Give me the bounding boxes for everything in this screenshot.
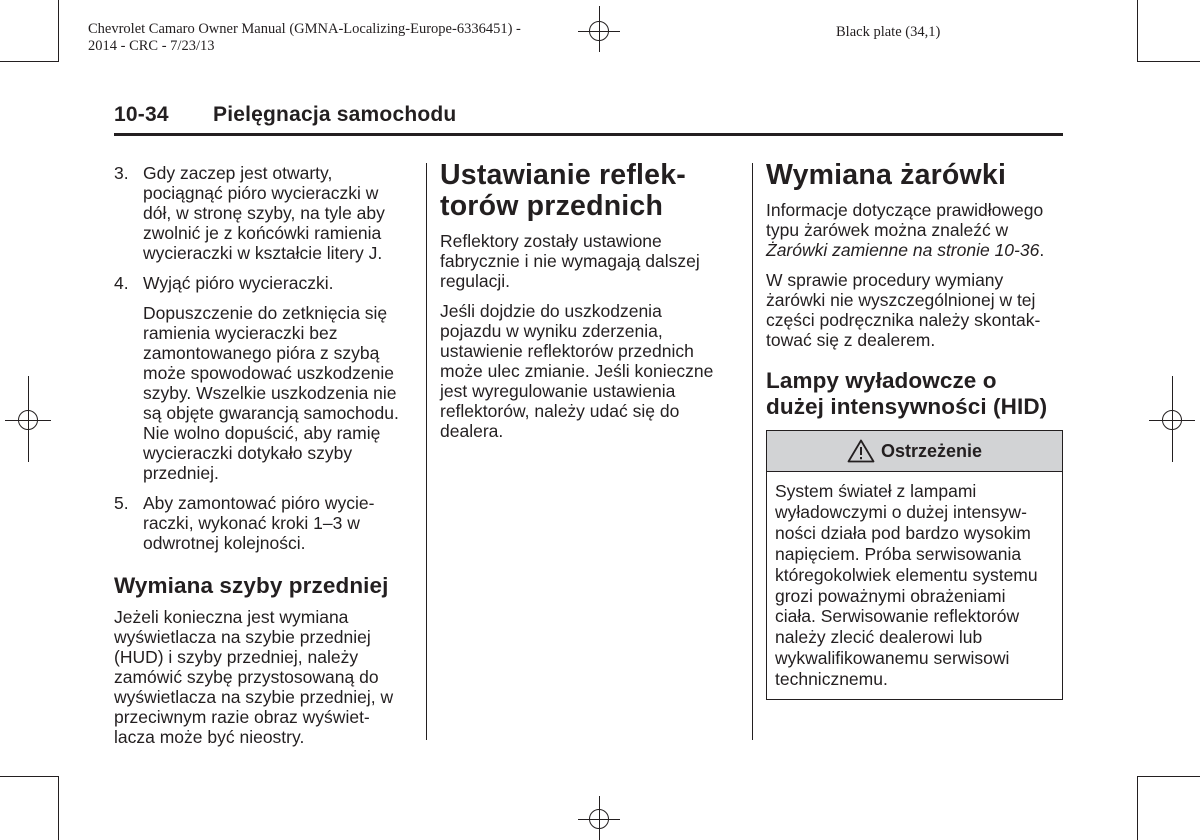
crop-mark-top-left: [58, 0, 59, 62]
text-line: pojazdu w wyniku zderzenia,: [440, 321, 663, 341]
crop-mark-bottom-right: [1137, 776, 1138, 840]
crop-mark-bottom-left-h: [0, 776, 58, 777]
warning-triangle-icon: [847, 439, 875, 463]
notice-paragraph: [114, 303, 414, 483]
warning-body: [767, 472, 1062, 699]
text-line: jest wyregulowanie ustawienia: [440, 381, 676, 401]
step-4: [114, 273, 414, 293]
step-text: [143, 493, 414, 553]
paragraph-dealer: [766, 270, 1063, 350]
text-line: wyświetlacza na szybie przedniej: [114, 627, 371, 647]
text-line: Jeżeli konieczna jest wymiana: [114, 607, 349, 627]
text-line: reflektorów, należy udać się do: [440, 401, 680, 421]
step-number: 3.: [114, 163, 129, 183]
print-slug-left: [88, 21, 521, 55]
text-line: regulacji.: [440, 271, 511, 291]
print-slug-right: Black plate (34,1): [836, 24, 941, 40]
warning-header: [767, 431, 1062, 472]
text-line: odwrotnej kolejności.: [143, 533, 306, 553]
text-line: typu żarówek można znaleźć w: [766, 220, 1009, 240]
section-title: Pielęgnacja samochodu: [213, 103, 457, 126]
column-1: [114, 163, 414, 747]
paragraph-collision: [440, 301, 740, 441]
step-number: 4.: [114, 273, 129, 293]
text-line: może ulec zmianie. Jeśli konieczne: [440, 361, 714, 381]
text-line: ności działa pod bardzo wysokim: [775, 522, 1031, 543]
text-line: System świateł z lampami: [775, 481, 977, 501]
text-line: może spowodować uszkodzenie: [143, 363, 394, 383]
text-line: ustawienie reflektorów przednich: [440, 341, 694, 361]
text-line: zwolnić je z końcówki ramienia: [143, 223, 382, 243]
warning-title: Ostrzeżenie: [880, 441, 983, 461]
text-line: wycieraczki w kształcie litery J.: [143, 243, 383, 263]
text-line: przedniej.: [143, 463, 219, 483]
text-line-end: .: [1039, 240, 1045, 260]
crop-mark-bottom-right-h: [1138, 776, 1200, 777]
text-line: zamontowanego pióra z szybą: [143, 343, 380, 363]
text-line: grozi poważnymi obrażeniami: [775, 585, 1006, 606]
text-line: ramienia wycieraczki bez: [143, 323, 338, 343]
column-2: [440, 160, 740, 441]
text-line: któregokolwiek elementu systemu: [775, 564, 1038, 585]
text-line: pociągnąć pióro wycieraczki w: [143, 183, 379, 203]
page-number: 10-34: [114, 103, 169, 126]
crop-mark-top-left-h: [0, 61, 58, 62]
text-line: szyby. Wszelkie uszkodzenia nie: [143, 383, 397, 403]
text-line: są objęte gwarancją samochodu.: [143, 403, 399, 423]
heading-line: torów przednich: [440, 190, 664, 222]
step-3: [114, 163, 414, 263]
print-slug-line-2: 2014 - CRC - 7/23/13: [88, 38, 215, 54]
text-line: dół, w stronę szyby, na tyle aby: [143, 203, 385, 223]
column-divider-2: [752, 163, 753, 740]
text-line: części podręcznika należy skontak-: [766, 310, 1041, 330]
text-line: Nie wolno dopuścić, aby ramię: [143, 423, 381, 443]
heading-line: Lampy wyładowcze o: [766, 368, 997, 393]
text-line: fabrycznie i nie wymagają dalszej: [440, 251, 700, 271]
paragraph-bulb-info: [766, 200, 1063, 260]
text-line: lacza może być nieostry.: [114, 727, 305, 747]
text-line: należy zlecić dealerowi lub: [775, 627, 983, 648]
text-line: dealera.: [440, 421, 504, 441]
text-line: [766, 240, 1063, 260]
paragraph-factory-aimed: [440, 231, 740, 291]
text-line: Gdy zaczep jest otwarty,: [143, 163, 333, 183]
text-line: wycieraczki dotykało szyby: [143, 443, 353, 463]
crop-mark-bottom-left: [58, 776, 59, 840]
crop-mark-top-right-h: [1138, 61, 1200, 62]
crop-mark-top-right: [1137, 0, 1138, 62]
windshield-paragraph: [114, 607, 414, 747]
text-line: Reflektory zostały ustawione: [440, 231, 662, 251]
step-text: [143, 163, 414, 263]
step-number: 5.: [114, 493, 129, 513]
text-line: Aby zamontować pióro wycie-: [143, 493, 375, 513]
text-line: napięciem. Próba serwisowania: [775, 543, 1022, 564]
text-line: Informacje dotyczące prawidłowego: [766, 200, 1044, 220]
text-line: żarówki nie wyszczególnionej w tej: [766, 290, 1036, 310]
text-line: wyładowczymi o dużej intensyw-: [775, 501, 1027, 522]
text-line: przeciwnym razie obraz wyświet-: [114, 707, 370, 727]
heading-windshield: Wymiana szyby przedniej: [114, 573, 389, 598]
column-3: [766, 160, 1063, 700]
text-line: tować się z dealerem.: [766, 330, 936, 350]
print-slug-line-1: Chevrolet Camaro Owner Manual (GMNA-Localizing-Europe-6336451) -: [88, 21, 521, 37]
column-divider-1: [426, 163, 427, 740]
text-line: ciała. Serwisowanie reflektorów: [775, 606, 1020, 627]
heading-bulb-replacement: Wymiana żarówki: [766, 159, 1007, 191]
step-text: Wyjąć pióro wycieraczki.: [143, 273, 334, 293]
text-line: wykwalifikowanemu serwisowi: [775, 648, 1010, 669]
text-line: Dopuszczenie do zetknięcia się: [143, 303, 388, 323]
heading-line: dużej intensywności (HID): [766, 394, 1048, 419]
text-line: Jeśli dojdzie do uszkodzenia: [440, 301, 662, 321]
text-line: W sprawie procedury wymiany: [766, 270, 1004, 290]
text-line: zamówić szybę przystosowaną do: [114, 667, 379, 687]
running-head: [114, 103, 1063, 136]
heading-headlamp-aiming: [440, 160, 740, 222]
text-line: wyświetlacza na szybie przedniej, w: [114, 687, 394, 707]
cross-reference-link[interactable]: Żarówki zamienne na stronie 10-36: [766, 240, 1040, 260]
text-line: technicznemu.: [775, 669, 888, 690]
warning-box: [766, 430, 1063, 700]
text-line: raczki, wykonać kroki 1–3 w: [143, 513, 360, 533]
text-line: (HUD) i szyby przedniej, należy: [114, 647, 359, 667]
heading-hid-lamps: [766, 368, 1063, 420]
step-5: [114, 493, 414, 553]
heading-line: Ustawianie reflek-: [440, 159, 686, 191]
